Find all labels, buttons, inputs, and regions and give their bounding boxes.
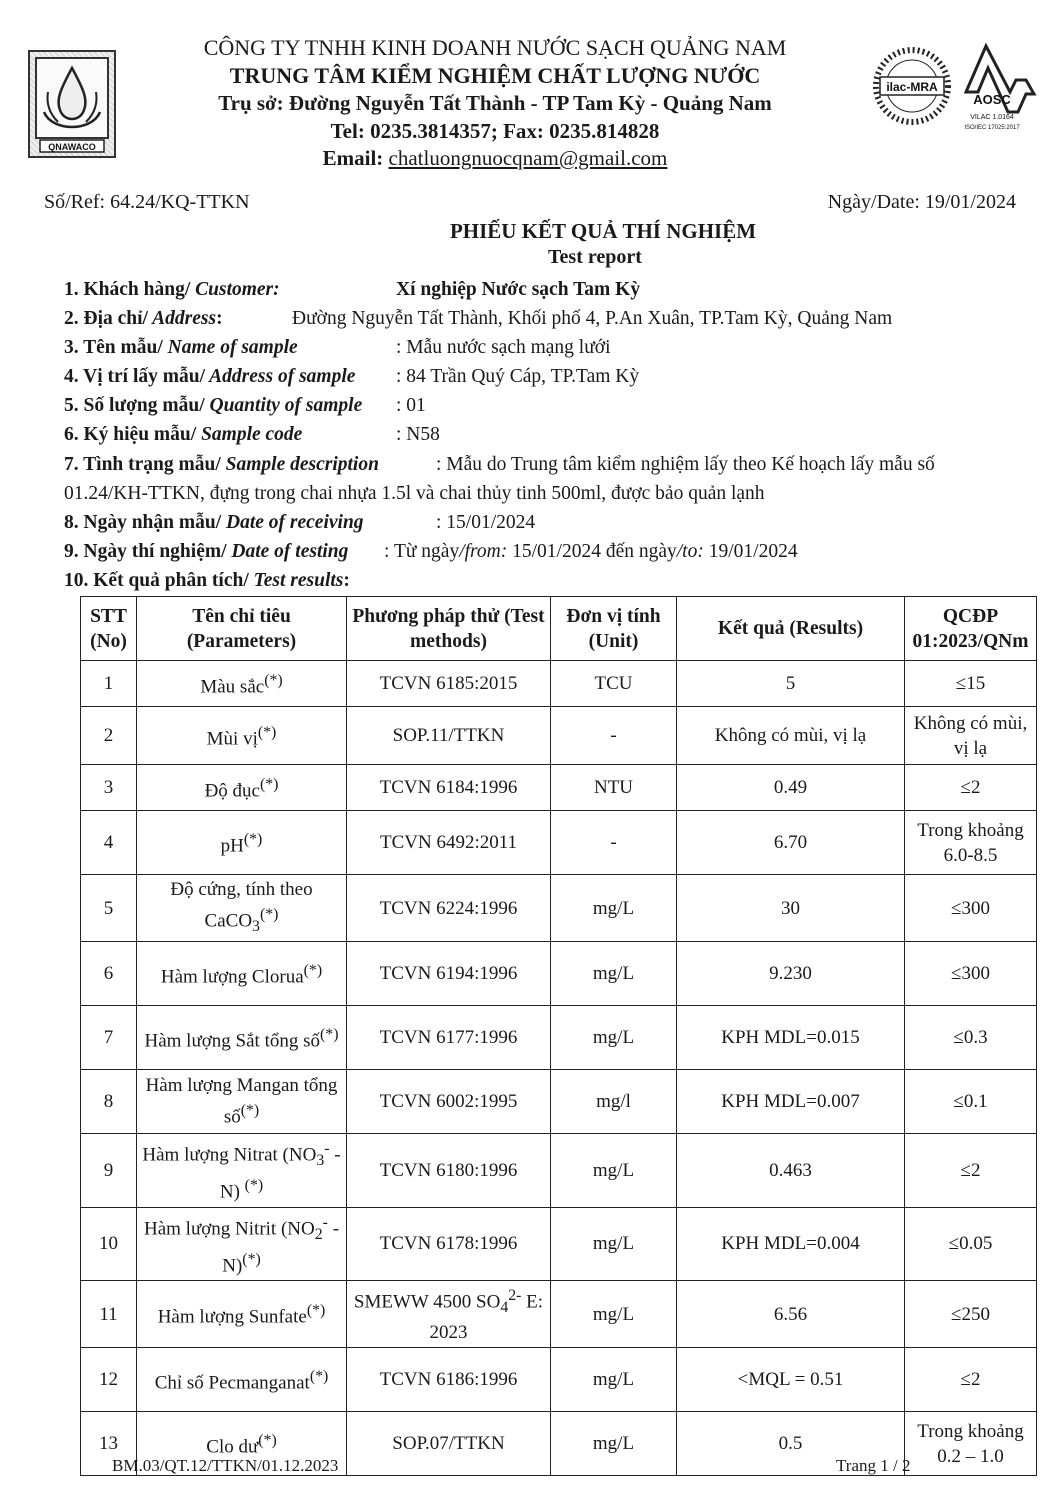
testing-to-label: 15/01/2024 đến ngày (507, 541, 677, 562)
param-subscript: 3 (316, 1152, 325, 1170)
cell-qc: ≤250 (905, 1281, 1037, 1348)
info-address-value: Đường Nguyễn Tất Thành, Khối phố 4, P.An Xuân, TP.Tam Kỳ, Quảng Nam (292, 308, 893, 329)
cell-unit: - (551, 707, 677, 765)
param-text: Độ cứng, tính theo CaCO (170, 879, 313, 932)
table-row (81, 765, 1037, 811)
cell-no: 11 (81, 1281, 137, 1348)
report-subtitle: Test report (548, 246, 642, 268)
cell-param (137, 1207, 347, 1280)
cell-unit: mg/L (551, 875, 677, 942)
header-method: Phương pháp thử (Test methods) (347, 597, 551, 661)
cell-unit: mg/l (551, 1070, 677, 1134)
cell-no: 7 (81, 1006, 137, 1070)
param-text: Hàm lượng Clorua (160, 966, 304, 988)
table-row (81, 1281, 1037, 1348)
accredited-mark: (*) (242, 1250, 261, 1268)
ilac-text: ilac-MRA (886, 80, 938, 94)
accredited-mark: (*) (309, 1367, 329, 1385)
customer-label: 1. Khách hàng/ (64, 279, 191, 300)
accredited-mark: (*) (259, 775, 279, 793)
table-row (81, 661, 1037, 707)
info-test-results (64, 566, 350, 595)
cell-result: 30 (677, 875, 905, 942)
cell-result: 9.230 (677, 942, 905, 1006)
testing-from-label-en: /from: (459, 541, 508, 562)
accredited-mark: (*) (258, 1431, 277, 1449)
page-number: Trang 1 / 2 (836, 1456, 911, 1475)
sample-description-label-en: Sample description (220, 454, 379, 475)
cell-no: 1 (81, 661, 137, 707)
param-text: Màu sắc (200, 676, 265, 698)
accredited-mark: (*) (303, 961, 323, 979)
accredited-mark: (*) (257, 723, 277, 741)
info-sample-description-value-2: 01.24/KH-TTKN, đựng trong chai nhựa 1.5l và chai thủy tinh 500ml, được bảo quản lạnh (64, 483, 765, 504)
iso-text: ISO/IEC 17025:2017 (964, 125, 1020, 131)
aosc-logo (956, 40, 1038, 136)
cell-unit: mg/L (551, 1412, 677, 1476)
quantity-label: 5. Số lượng mẫu/ (64, 395, 205, 416)
cell-method: SOP.07/TTKN (347, 1412, 551, 1476)
info-sample-description-value: : Mẫu do Trung tâm kiểm nghiệm lấy theo Kế hoạch lấy mẫu số (436, 454, 935, 475)
cell-no: 8 (81, 1070, 137, 1134)
cell-param (137, 1070, 347, 1134)
form-code: BM.03/QT.12/TTKN/01.12.2023 (112, 1456, 339, 1475)
accredited-mark: (*) (306, 1302, 326, 1320)
param-tail: -N) (222, 1217, 340, 1277)
cell-method: TCVN 6002:1995 (347, 1070, 551, 1134)
report-date: Ngày/Date: 19/01/2024 (827, 191, 1016, 213)
cell-no: 2 (81, 707, 137, 765)
cell-qc: ≤2 (905, 1134, 1037, 1207)
cell-result: <MQL = 0.51 (677, 1348, 905, 1412)
cell-qc: Không có mùi, vị lạ (905, 707, 1037, 765)
email-label: Email: (322, 146, 389, 170)
water-drop-icon (30, 52, 114, 156)
testing-date-label: 9. Ngày thí nghiệm/ (64, 541, 227, 562)
info-quantity-value: : 01 (396, 395, 426, 416)
contact-email (130, 145, 860, 172)
sample-description-label: 7. Tình trạng mẫu/ (64, 454, 221, 475)
header-no: STT (No) (81, 597, 137, 661)
cell-unit: NTU (551, 765, 677, 811)
param-text: Độ đục (204, 780, 260, 802)
param-text: Hàm lượng Nitrit (NO (143, 1217, 315, 1239)
table-row (81, 1070, 1037, 1134)
param-text: Hàm lượng Sắt tổng số (144, 1030, 321, 1052)
testing-to-value: 19/01/2024 (703, 541, 798, 562)
test-results-label: 10. Kết quả phân tích/ (64, 570, 249, 591)
method-subscript: 4 (500, 1299, 509, 1317)
param-text: Hàm lượng Nitrat (NO (142, 1144, 317, 1166)
report-title: PHIẾU KẾT QUẢ THÍ NGHIỆM (449, 219, 757, 243)
cell-result: 6.70 (677, 811, 905, 875)
table-row (81, 1006, 1037, 1070)
test-results-colon: : (343, 570, 350, 591)
head-office-address: Trụ sở: Đường Nguyễn Tất Thành - TP Tam Kỳ - Quảng Nam (218, 91, 772, 115)
sample-name-label-en: Name of sample (162, 337, 298, 358)
contact-tel-fax: Tel: 0235.3814357; Fax: 0235.814828 (330, 119, 660, 143)
logo-text: QNAWACO (48, 142, 96, 152)
sample-address-label: 4. Vị trí lấy mẫu/ (64, 366, 206, 387)
info-address (64, 304, 223, 333)
cell-qc: Trong khoảng 6.0-8.5 (905, 811, 1037, 875)
customer-label-en: Customer: (190, 279, 280, 300)
sample-address-label-en: Address of sample (205, 366, 356, 387)
cell-result: 0.5 (677, 1412, 905, 1476)
cell-no: 6 (81, 942, 137, 1006)
sample-code-label: 6. Ký hiệu mẫu/ (64, 424, 197, 445)
cell-method: TCVN 6194:1996 (347, 942, 551, 1006)
cell-no: 3 (81, 765, 137, 811)
cell-no: 4 (81, 811, 137, 875)
table-row (81, 1348, 1037, 1412)
cell-no: 10 (81, 1207, 137, 1280)
param-text: Hàm lượng Mangan tổng số (145, 1075, 338, 1128)
cell-method: TCVN 6492:2011 (347, 811, 551, 875)
center-name: TRUNG TÂM KIỂM NGHIỆM CHẤT LƯỢNG NƯỚC (229, 63, 761, 88)
header-qc: QCĐP 01:2023/QNm (905, 597, 1037, 661)
ilac-mra-logo (872, 40, 952, 132)
table-row (81, 707, 1037, 765)
accredited-mark: (*) (244, 1177, 264, 1195)
table-row (81, 1134, 1037, 1207)
cell-qc: Trong khoảng 0.2 – 1.0 (905, 1412, 1037, 1476)
param-subscript: 2 (314, 1225, 323, 1243)
param-tail: -N) (219, 1144, 341, 1203)
cell-result: Không có mùi, vị lạ (677, 707, 905, 765)
accredited-mark: (*) (243, 830, 263, 848)
header-param: Tên chỉ tiêu (Parameters) (137, 597, 347, 661)
cell-method: TCVN 6184:1996 (347, 765, 551, 811)
table-row (81, 1207, 1037, 1280)
customer-value: Xí nghiệp Nước sạch Tam Kỳ (396, 279, 641, 300)
cell-method (347, 1281, 551, 1348)
aosc-text: AOSC (973, 92, 1011, 107)
info-sample-code (64, 420, 302, 449)
method-tail: E: 2023 (429, 1291, 544, 1344)
info-receiving-date-value: : 15/01/2024 (436, 512, 536, 533)
accredited-mark: (*) (320, 1025, 339, 1043)
receiving-date-label: 8. Ngày nhận mẫu/ (64, 512, 222, 533)
info-receiving-date (64, 508, 364, 537)
cell-param (137, 1134, 347, 1207)
cell-qc: ≤0.1 (905, 1070, 1037, 1134)
address-colon: : (216, 308, 223, 329)
cell-unit: mg/L (551, 942, 677, 1006)
sample-name-label: 3. Tên mẫu/ (64, 337, 163, 358)
cell-result: 5 (677, 661, 905, 707)
cell-param (137, 1348, 347, 1412)
aosc-icon (956, 40, 1038, 136)
method-charge: 2- (508, 1287, 522, 1305)
cell-result: KPH MDL=0.007 (677, 1070, 905, 1134)
method-text: SMEWW 4500 SO (353, 1291, 501, 1313)
param-text: Hàm lượng Sunfate (157, 1306, 307, 1328)
reference-number: Số/Ref: 64.24/KQ-TTKN (44, 191, 250, 213)
cell-result: 0.49 (677, 765, 905, 811)
cell-no: 5 (81, 875, 137, 942)
address-label: 2. Địa chỉ/ (64, 308, 148, 329)
cell-param (137, 875, 347, 942)
company-name: CÔNG TY TNHH KINH DOANH NƯỚC SẠCH QUẢNG NAM (203, 35, 787, 60)
cell-method: TCVN 6186:1996 (347, 1348, 551, 1412)
cell-method: TCVN 6177:1996 (347, 1006, 551, 1070)
info-customer (64, 275, 280, 304)
cell-qc: ≤2 (905, 1348, 1037, 1412)
info-sample-name-value: : Mẫu nước sạch mạng lưới (396, 337, 611, 358)
cell-param (137, 661, 347, 707)
cell-unit: TCU (551, 661, 677, 707)
quantity-label-en: Quantity of sample (204, 395, 363, 416)
cell-method: TCVN 6185:2015 (347, 661, 551, 707)
testing-date-label-en: Date of testing (226, 541, 349, 562)
cell-unit: mg/L (551, 1134, 677, 1207)
testing-to-label-en: /to: (676, 541, 704, 562)
param-subscript: 3 (252, 918, 260, 936)
ilac-mra-icon (872, 40, 952, 132)
cell-result: 0.463 (677, 1134, 905, 1207)
vilac-text: VILAC 1.0164 (970, 114, 1014, 121)
param-text: Clo dư (206, 1436, 259, 1458)
cell-param (137, 707, 347, 765)
cell-qc: ≤300 (905, 875, 1037, 942)
results-table (80, 596, 1037, 1476)
info-sample-code-value: : N58 (396, 424, 440, 445)
cell-param (137, 765, 347, 811)
accredited-mark: (*) (240, 1102, 260, 1120)
testing-from-label: : Từ ngày (384, 541, 460, 562)
table-header-row (81, 597, 1037, 661)
info-quantity (64, 391, 362, 420)
info-sample-description (64, 450, 379, 479)
accredited-mark: (*) (264, 671, 283, 689)
cell-unit: - (551, 811, 677, 875)
receiving-date-label-en: Date of receiving (221, 512, 364, 533)
info-testing-date (64, 537, 348, 566)
email-link[interactable]: chatluongnuocqnam@gmail.com (388, 146, 668, 170)
info-customer-value (396, 275, 640, 304)
cell-qc: ≤300 (905, 942, 1037, 1006)
param-charge: - (322, 1213, 328, 1231)
info-sample-address-value: : 84 Trần Quý Cáp, TP.Tam Kỳ (396, 366, 640, 387)
cell-no: 9 (81, 1134, 137, 1207)
cell-unit: mg/L (551, 1281, 677, 1348)
table-row (81, 942, 1037, 1006)
sample-code-label-en: Sample code (196, 424, 303, 445)
param-text: Chỉ số Pecmanganat (154, 1372, 310, 1394)
cell-result: 6.56 (677, 1281, 905, 1348)
test-results-label-en: Test results (248, 570, 344, 591)
cell-qc: ≤0.05 (905, 1207, 1037, 1280)
cell-qc: ≤0.3 (905, 1006, 1037, 1070)
header-unit: Đơn vị tính (Unit) (551, 597, 677, 661)
cell-param (137, 1006, 347, 1070)
cell-qc: ≤2 (905, 765, 1037, 811)
info-sample-name (64, 333, 298, 362)
table-row (81, 811, 1037, 875)
param-text: Mùi vị (206, 728, 258, 750)
cell-param (137, 942, 347, 1006)
param-text: pH (220, 835, 244, 857)
info-sample-address (64, 362, 355, 391)
table-row (81, 875, 1037, 942)
cell-param (137, 1281, 347, 1348)
cell-method: TCVN 6180:1996 (347, 1134, 551, 1207)
cell-result: KPH MDL=0.004 (677, 1207, 905, 1280)
cell-qc: ≤15 (905, 661, 1037, 707)
cell-method: SOP.11/TTKN (347, 707, 551, 765)
accredited-mark: (*) (259, 906, 279, 923)
cell-no: 12 (81, 1348, 137, 1412)
cell-unit: mg/L (551, 1348, 677, 1412)
cell-method: TCVN 6178:1996 (347, 1207, 551, 1280)
header-result: Kết quả (Results) (677, 597, 905, 661)
cell-no: 13 (81, 1412, 137, 1476)
cell-unit: mg/L (551, 1006, 677, 1070)
company-logo (28, 50, 116, 158)
address-label-en: Address (147, 308, 217, 329)
cell-result: KPH MDL=0.015 (677, 1006, 905, 1070)
cell-unit: mg/L (551, 1207, 677, 1280)
cell-method: TCVN 6224:1996 (347, 875, 551, 942)
param-charge: - (324, 1140, 330, 1158)
info-testing-date-value (384, 537, 798, 566)
cell-param (137, 811, 347, 875)
